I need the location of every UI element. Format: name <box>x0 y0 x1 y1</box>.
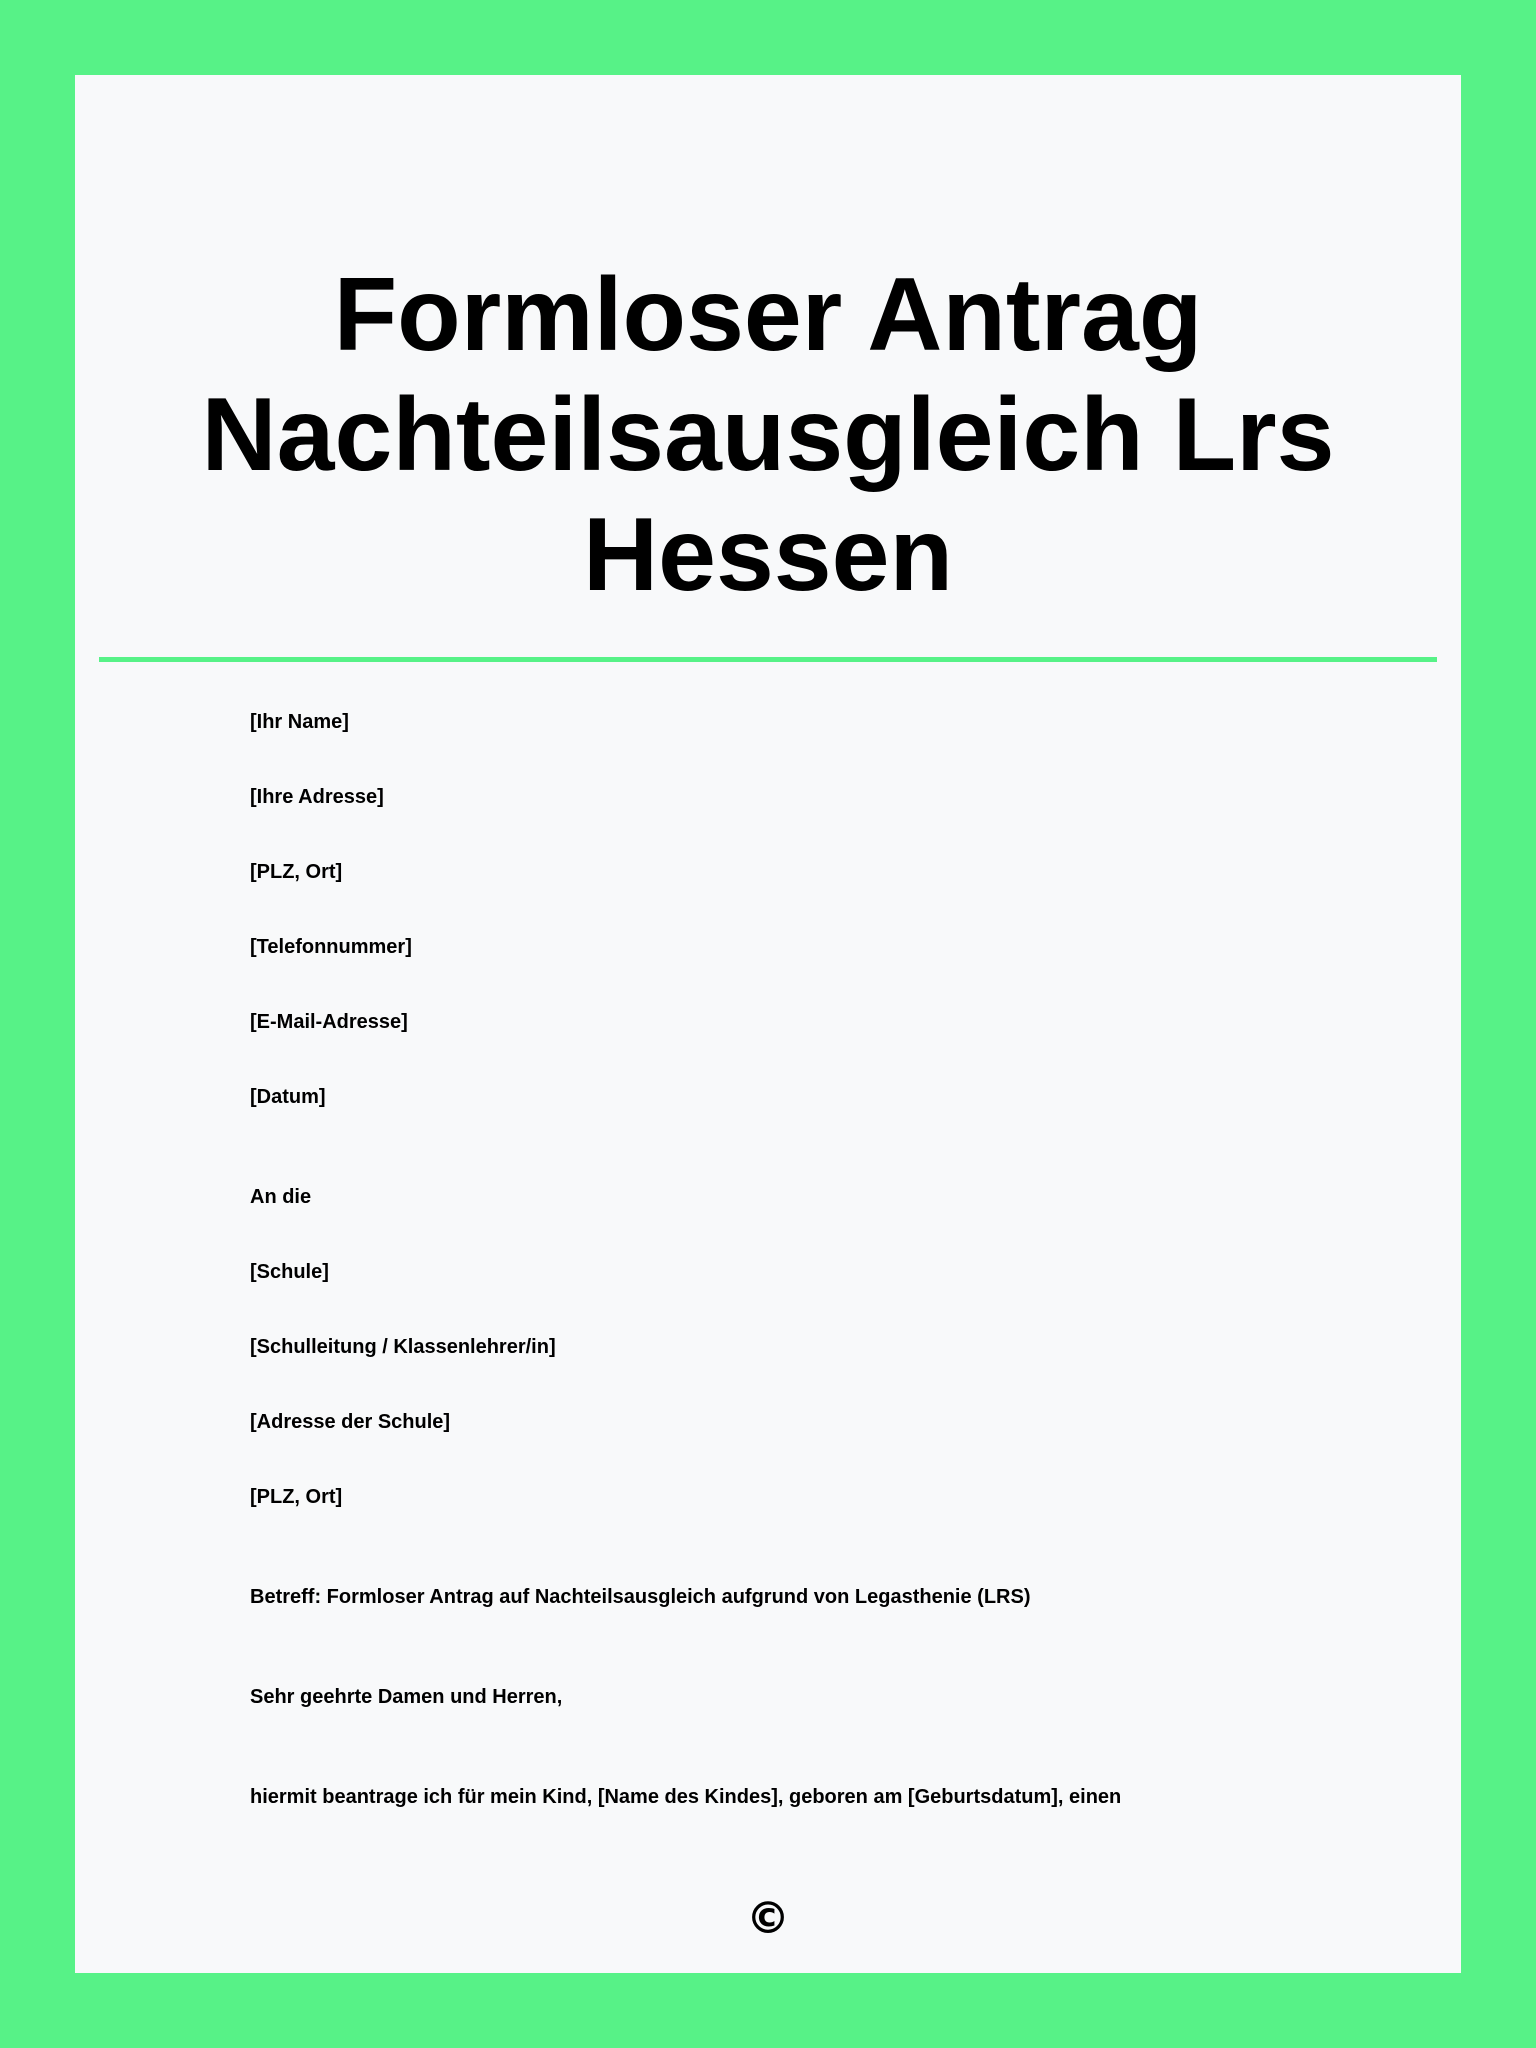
recipient-intro: An die <box>250 1186 312 1208</box>
recipient-address: [Adresse der Schule] <box>250 1411 451 1433</box>
sender-email: [E-Mail-Adresse] <box>250 1011 408 1033</box>
page-title <box>75 255 1461 615</box>
sender-name: [Ihr Name] <box>250 711 349 733</box>
letter-date: [Datum] <box>250 1086 326 1108</box>
recipient-contact: [Schulleitung / Klassenlehrer/in] <box>250 1336 556 1358</box>
title-divider <box>99 657 1437 662</box>
document-page <box>75 75 1461 1973</box>
letter-salutation: Sehr geehrte Damen und Herren, <box>250 1686 563 1708</box>
sender-address: [Ihre Adresse] <box>250 786 384 808</box>
recipient-school: [Schule] <box>250 1261 329 1283</box>
title-line-3: Hessen <box>583 497 953 613</box>
sender-phone: [Telefonnummer] <box>250 936 412 958</box>
title-line-2: Nachteilsausgleich Lrs <box>201 377 1335 493</box>
letter-body-start: hiermit beantrage ich für mein Kind, [Name des Kindes], geboren am [Geburtsdatum], einen <box>250 1786 1122 1808</box>
title-line-1: Formloser Antrag <box>333 257 1203 373</box>
sender-plz-ort: [PLZ, Ort] <box>250 861 343 883</box>
letter-subject: Betreff: Formloser Antrag auf Nachteilsausgleich aufgrund von Legasthenie (LRS) <box>250 1586 1031 1608</box>
copyright-icon: © <box>746 1893 790 1944</box>
recipient-plz-ort: [PLZ, Ort] <box>250 1486 343 1508</box>
